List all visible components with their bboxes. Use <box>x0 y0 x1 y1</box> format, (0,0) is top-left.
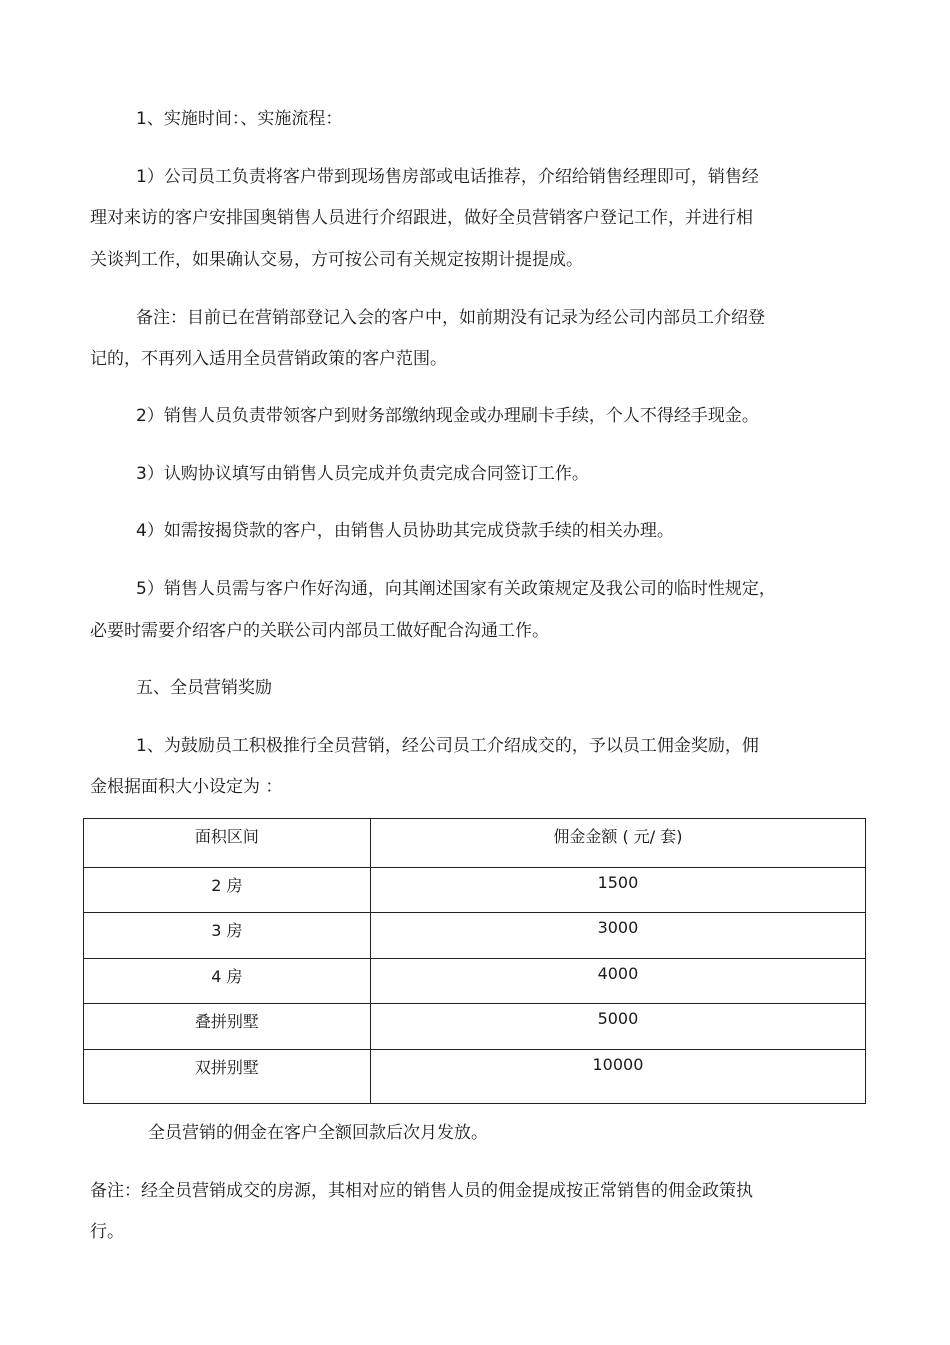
cell-unit-type: 4 房 <box>84 959 371 1004</box>
table-row <box>84 959 866 1004</box>
step1-line1: 1）公司员工负责将客户带到现场售房部或电话推荐，介绍给销售经理即可，销售经 <box>136 167 759 187</box>
note2-line2: 行。 <box>90 1222 124 1242</box>
reward-intro-line2: 金根据面积大小设定为 ： <box>90 777 283 797</box>
cell-commission: 4000 <box>370 959 865 1004</box>
note1-line2: 记的，不再列入适用全员营销政策的客户范围。 <box>90 349 447 369</box>
table-header-row <box>84 819 866 868</box>
cell-commission: 3000 <box>370 913 865 959</box>
header-commission-amount: 佣金金额 ( 元/ 套) <box>370 819 865 868</box>
step3-text: 3）认购协议填写由销售人员完成并负责完成合同签订工作。 <box>136 464 589 484</box>
cell-commission: 1500 <box>370 868 865 913</box>
cell-commission: 10000 <box>370 1050 865 1104</box>
payout-text: 全员营销的佣金在客户全额回款后次月发放。 <box>148 1123 488 1143</box>
cell-unit-type: 3 房 <box>84 913 371 959</box>
step2-text: 2）销售人员负责带领客户到财务部缴纳现金或办理刷卡手续，个人不得经手现金。 <box>136 406 759 426</box>
table-row <box>84 1004 866 1050</box>
reward-intro-line1: 1、为鼓励员工积极推行全员营销，经公司员工介绍成交的，予以员工佣金奖励，佣 <box>136 736 759 756</box>
table-row <box>84 1050 866 1104</box>
cell-unit-type: 2 房 <box>84 868 371 913</box>
cell-unit-type: 双拼别墅 <box>84 1050 371 1104</box>
step5-line1: 5）销售人员需与客户作好沟通，向其阐述国家有关政策规定及我公司的临时性规定， <box>136 579 776 599</box>
step1-line3: 关谈判工作，如果确认交易，方可按公司有关规定按期计提提成。 <box>90 250 583 270</box>
commission-table <box>83 818 866 1104</box>
step4-text: 4）如需按揭贷款的客户，由销售人员协助其完成贷款手续的相关办理。 <box>136 521 674 541</box>
header-area-range: 面积区间 <box>84 819 371 868</box>
process-heading: 1、实施时间：、实施流程： <box>136 109 343 129</box>
reward-heading: 五、全员营销奖励 <box>136 678 272 698</box>
note2-line1: 备注：经全员营销成交的房源，其相对应的销售人员的佣金提成按正常销售的佣金政策执 <box>90 1181 753 1201</box>
step5-line2: 必要时需要介绍客户的关联公司内部员工做好配合沟通工作。 <box>90 621 549 641</box>
cell-unit-type: 叠拼别墅 <box>84 1004 371 1050</box>
step1-line2: 理对来访的客户安排国奥销售人员进行介绍跟进，做好全员营销客户登记工作，并进行相 <box>90 208 753 228</box>
table-row <box>84 868 866 913</box>
note1-line1: 备注：目前已在营销部登记入会的客户中，如前期没有记录为经公司内部员工介绍登 <box>136 308 765 328</box>
cell-commission: 5000 <box>370 1004 865 1050</box>
table-row <box>84 913 866 959</box>
